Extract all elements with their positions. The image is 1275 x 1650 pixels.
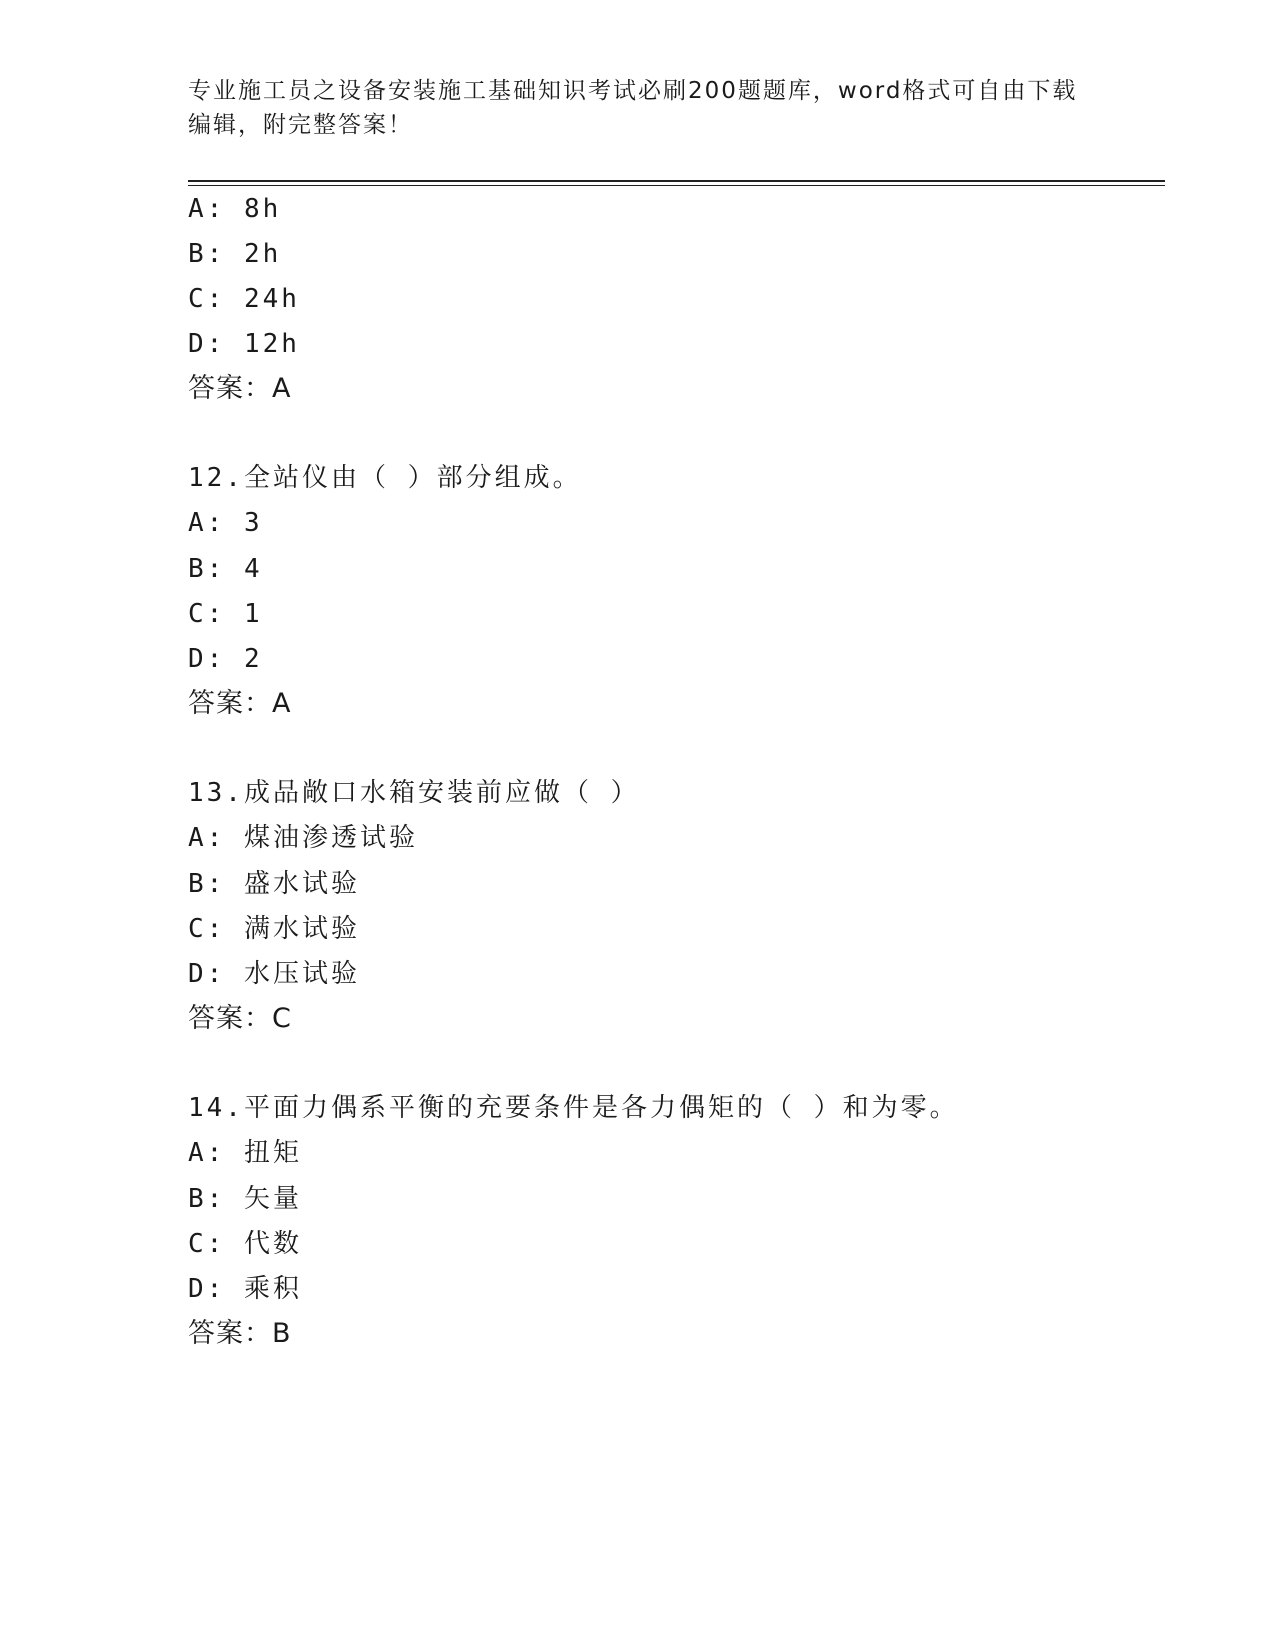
q13-question: 13.成品敞口水箱安装前应做（ ） [188,778,640,808]
q12-option-c: C: 1 [188,599,263,629]
q13-option-c: C: 满水试验 [188,914,360,944]
q13-answer: 答案：C [188,1003,292,1034]
header-line-2: 编辑，附完整答案！ [188,112,413,138]
q11-option-c: C: 24h [188,284,300,314]
q12-option-b: B: 4 [188,554,263,584]
q13-option-b: B: 盛水试验 [188,869,360,899]
q13-option-a: A: 煤油渗透试验 [188,823,418,853]
q14-answer: 答案：B [188,1318,292,1349]
q13-option-d: D: 水压试验 [188,959,360,989]
q12-option-d: D: 2 [188,644,263,674]
q12-answer: 答案：A [188,688,292,719]
q14-option-a: A: 扭矩 [188,1138,302,1168]
header-divider-thick [188,180,1165,182]
q11-option-b: B: 2h [188,239,282,269]
q12-option-a: A: 3 [188,508,263,538]
q14-option-c: C: 代数 [188,1229,302,1259]
q11-option-a: A: 8h [188,194,282,224]
q11-option-d: D: 12h [188,329,300,359]
q14-option-d: D: 乘积 [188,1274,302,1304]
header-line-1: 专业施工员之设备安装施工基础知识考试必刷200题题库，word格式可自由下载 [188,78,1078,104]
document-header [188,74,1088,142]
q14-question: 14.平面力偶系平衡的充要条件是各力偶矩的（ ）和为零。 [188,1093,959,1123]
q12-question: 12.全站仪由（ ）部分组成。 [188,463,582,493]
q11-answer: 答案：A [188,373,292,404]
header-divider-thin [188,185,1165,186]
q14-option-b: B: 矢量 [188,1184,302,1214]
